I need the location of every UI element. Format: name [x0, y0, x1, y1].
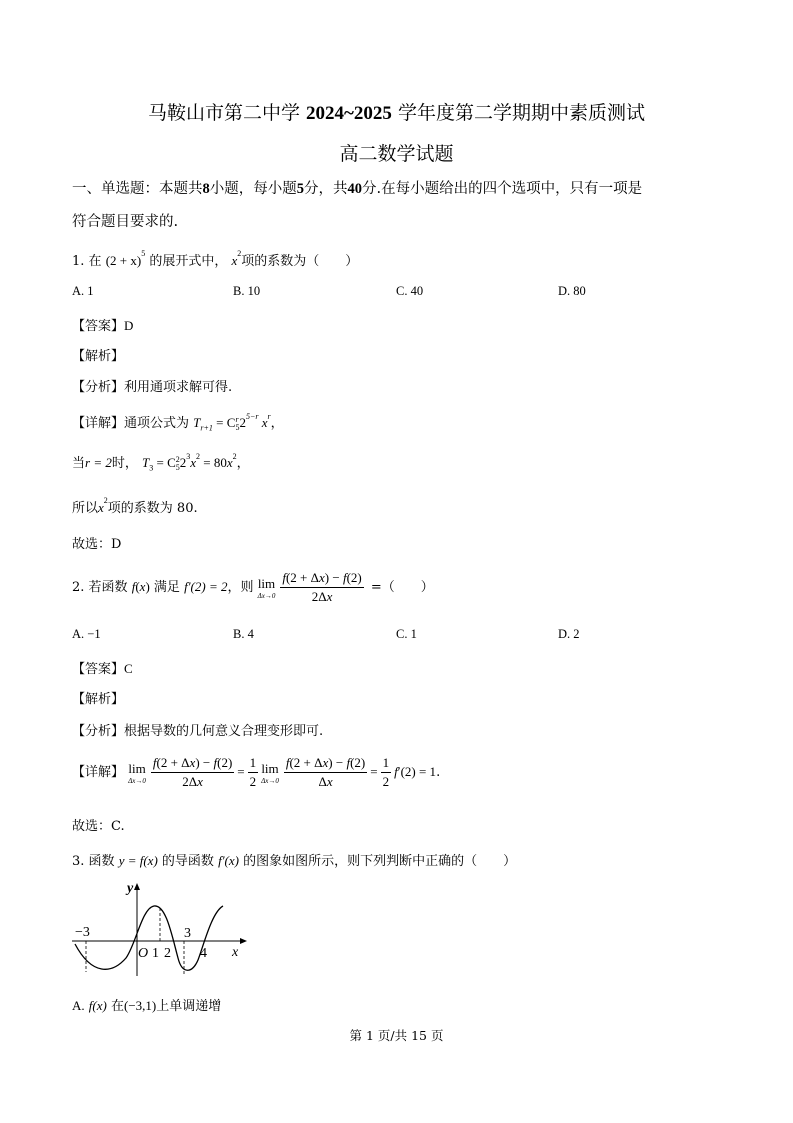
math-power: 2 — [237, 248, 242, 258]
q2-option-a: A. −1 — [72, 627, 101, 641]
detail-label: 【详解】 — [72, 416, 125, 431]
fenxi-label: 【分析】 — [72, 724, 125, 739]
tick-neg3: −3 — [75, 925, 90, 940]
question-2 — [72, 570, 434, 605]
math-cond: f′(2) = 2 — [184, 579, 228, 594]
page-footer: 第 1 页/共 15 页 — [349, 1028, 444, 1043]
q1-option-d: D. 80 — [558, 284, 586, 298]
q1-fenxi — [72, 376, 232, 395]
q1-option-c: C. 40 — [396, 284, 424, 298]
q1-detail-1: 【详解】通项公式为 $T_{r+1} = C$ r 5 $2^{5-r}$ $x^r$， — [72, 411, 284, 433]
section-text: 小题，每小题 — [209, 181, 297, 197]
origin-label: O — [138, 946, 149, 961]
math-expr: (2 + x) — [105, 253, 142, 268]
section-text: 一、单选题：本题共 — [72, 181, 203, 197]
question-1 — [72, 250, 358, 269]
math-power: 5 — [141, 248, 146, 258]
answer-label: 【答案】 — [72, 319, 125, 334]
section-num: 40 — [347, 181, 362, 197]
q2-option-b: B. 4 — [233, 627, 254, 641]
q3-option-a — [72, 995, 221, 1014]
math-power: 2 — [103, 495, 108, 505]
section-instructions-line2: 符合题目要求的. — [72, 214, 179, 230]
q1-analysis-label: 【解析】 — [72, 349, 125, 364]
detail-fraction-1: $\frac{f(2 + \Delta x) - f(2)}{2\Delta x}$ — [152, 755, 233, 789]
math-interval: (−3,1) — [123, 998, 157, 1013]
section-num: 5 — [296, 181, 304, 197]
question-text: 项的系数为（ ） — [241, 254, 359, 269]
fenxi-text: 根据导数的几何意义合理变形即可. — [124, 724, 324, 739]
half-fraction: $\frac{1}{2}$ — [382, 755, 390, 789]
detail-text: 所以 — [72, 501, 99, 516]
answer-label: 【答案】 — [72, 662, 125, 677]
question-text: 的导函数 — [161, 854, 214, 869]
question-text: 满足 — [153, 580, 180, 595]
section-text: 分，共 — [304, 181, 348, 197]
detail-text: 通项公式为 — [124, 416, 190, 431]
q2-analysis-label: 【解析】 — [72, 692, 125, 707]
exam-subject: 高二数学试题 — [339, 143, 454, 165]
q1-detail-2: 当r = 2时， $T_3 = C$ 2 5 $2^3x^2 = 80x^2$， — [72, 451, 250, 473]
detail-label: 【详解】 — [72, 765, 125, 780]
math-var: x — [98, 500, 104, 515]
question-text: =（ ） — [370, 580, 434, 595]
q2-detail: 【详解】 lim Δx→0 $\frac{f(2 + \Delta x) - f(2)}{2\Delta x}$ = $\frac{1}{2}$ lim Δx→0 $\frac{f(2 + \Delta x) - f(2)}{\Delta x}$ = $\frac{1}{2}$ f′(2) = 1. — [72, 755, 441, 789]
tick-3: 3 — [184, 926, 191, 941]
y-axis-arrow — [134, 883, 140, 890]
limit-operator: lim Δx→0 — [257, 575, 276, 600]
exam-title — [0, 98, 793, 125]
q2-conclusion: 故选：C. — [72, 819, 125, 834]
math-cond: r = 2 — [85, 455, 112, 470]
x-label: x — [232, 945, 239, 960]
y-label: y — [127, 881, 134, 896]
math-deriv: f′(x) — [218, 853, 239, 868]
detail-text: 时， — [111, 456, 138, 471]
formula-t3: $T_3 = C$ 2 5 $2^3x^2 = 80x^2$ — [142, 451, 237, 473]
limit-operator: lim Δx→0 — [261, 760, 279, 785]
limit-fraction: $\frac{f(2 + \Delta x) - f(2)}{2\Delta x}$ — [282, 570, 362, 604]
derivative-graph — [70, 878, 250, 978]
question-text: 的展开式中， — [149, 254, 228, 269]
math-fx: f(x) — [131, 579, 150, 594]
tick-2: 2 — [164, 946, 171, 961]
formula-general-term: $T_{r+1} = C$ r 5 $2^{5-r}$ $x^r$ — [193, 411, 271, 433]
tick-1: 1 — [152, 946, 159, 961]
q2-option-c: C. 1 — [396, 627, 417, 641]
half-fraction: $\frac{1}{2}$ — [249, 755, 257, 789]
q1-option-a: A. 1 — [72, 284, 94, 298]
section-text: 分.在每小题给出的四个选项中，只有一项是 — [362, 181, 643, 197]
math-func: y = f(x) — [118, 853, 158, 868]
fenxi-text: 利用通项求解可得. — [124, 380, 233, 395]
limit-operator: lim Δx→0 — [128, 760, 146, 785]
detail-fraction-2: $\frac{f(2 + \Delta x) - f(2)}{\Delta x}$ — [285, 755, 366, 789]
option-label: A. — [72, 998, 85, 1013]
math-var: x — [231, 253, 238, 268]
q2-fenxi — [72, 720, 323, 739]
tick-4: 4 — [200, 946, 207, 961]
q1-detail-3 — [72, 497, 198, 516]
q1-option-b: B. 10 — [233, 284, 261, 298]
fenxi-label: 【分析】 — [72, 380, 125, 395]
q1-answer — [72, 315, 133, 334]
question-text: 的图象如图所示，则下列判断中正确的（ ） — [243, 854, 517, 869]
section-num: 8 — [202, 181, 210, 197]
school-years: 2024~2025 — [306, 103, 392, 124]
exam-term: 学年度第二学期期中素质测试 — [397, 102, 645, 124]
question-3 — [72, 850, 516, 869]
answer-value: D — [124, 318, 134, 333]
detail-text: 当 — [72, 456, 86, 471]
question-number: 3. 函数 — [72, 854, 115, 869]
section-instructions — [72, 177, 642, 198]
option-text: 上单调递增 — [156, 999, 222, 1014]
x-axis-arrow — [240, 938, 247, 944]
q2-answer — [72, 658, 133, 677]
math-func: f(x) — [88, 998, 107, 1013]
question-number: 2. 若函数 — [72, 580, 128, 595]
q2-option-d: D. 2 — [558, 627, 580, 641]
q1-conclusion: 故选：D — [72, 537, 122, 552]
answer-value: C — [124, 661, 133, 676]
question-number: 1. 在 — [72, 254, 102, 269]
school-name: 马鞍山市第二中学 — [147, 102, 300, 124]
option-text: 在 — [110, 999, 124, 1014]
detail-text: 项的系数为 80. — [107, 501, 198, 516]
question-text: ，则 — [227, 580, 254, 595]
